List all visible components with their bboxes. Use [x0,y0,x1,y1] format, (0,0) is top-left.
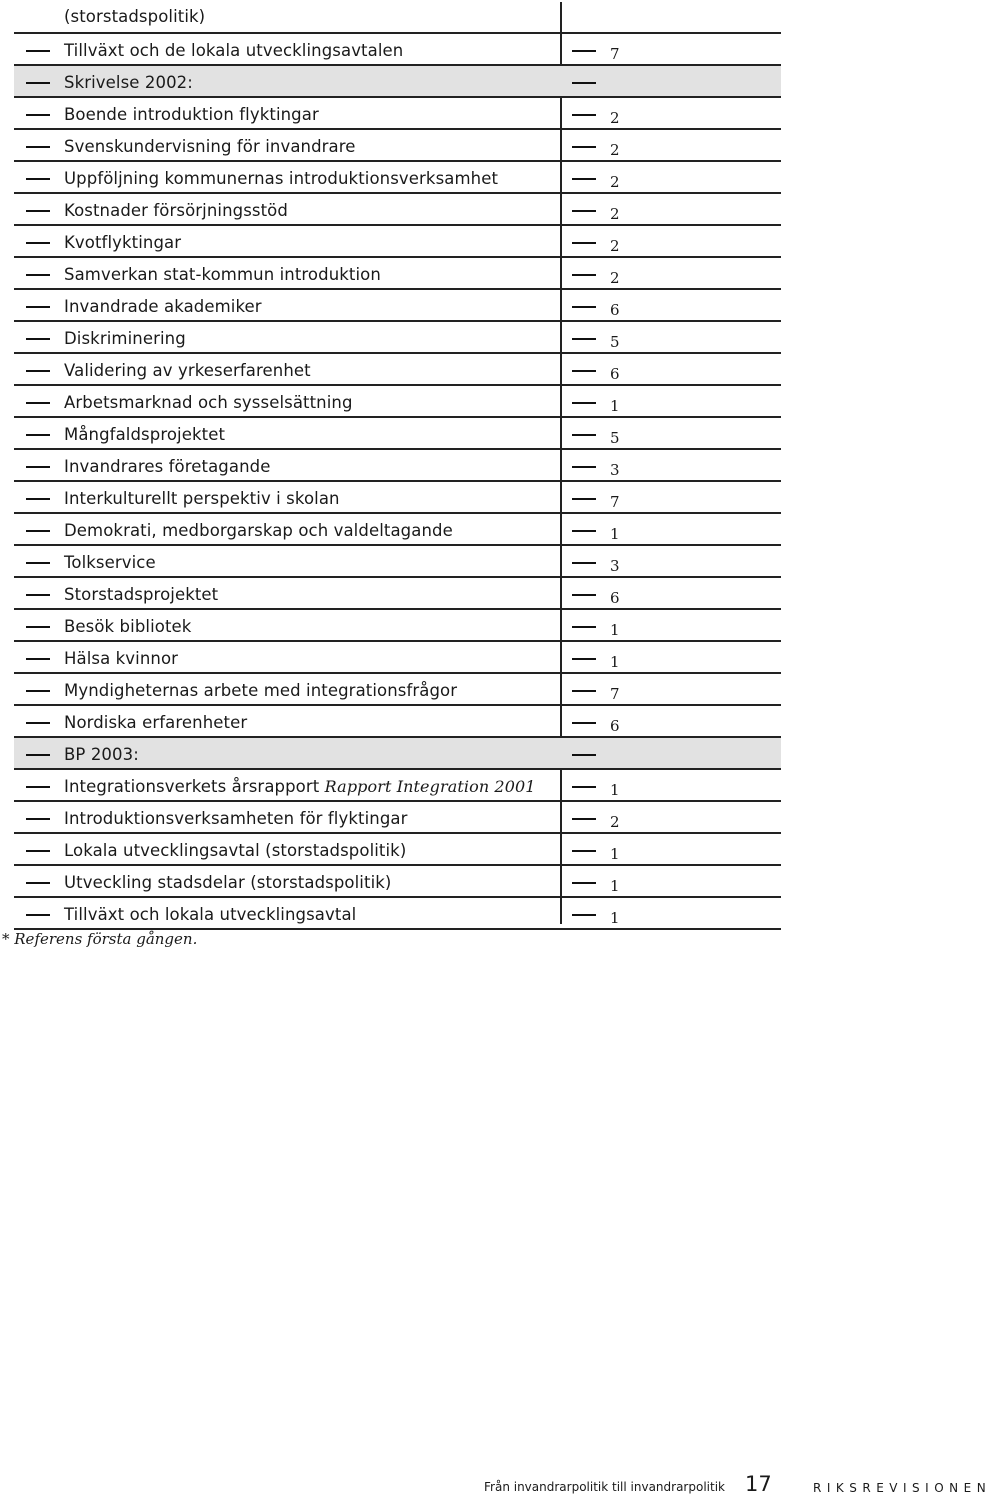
count-dash [572,722,596,724]
row-dash [26,370,50,372]
row-count: 6 [610,301,620,319]
row-dash [26,914,50,916]
table-row [14,2,781,34]
row-dash [26,50,50,52]
count-dash [572,754,596,756]
row-label-text: Myndigheternas arbete med integrationsfrågor [64,681,458,700]
row-label-text: Interkulturellt perspektiv i skolan [64,489,340,508]
count-dash [572,818,596,820]
row-label [64,617,191,637]
table-row [14,98,781,130]
row-label [64,681,457,701]
row-label [64,137,356,157]
row-label-text: Samverkan stat-kommun introduktion [64,265,381,284]
count-dash [572,786,596,788]
row-count: 1 [610,877,620,895]
count-dash [572,434,596,436]
row-dash [26,786,50,788]
table-row [14,866,781,898]
count-dash [572,690,596,692]
row-label-italic: Rapport Integration 2001 [324,777,536,796]
row-dash [26,210,50,212]
row-label [64,265,381,285]
table-row [14,482,781,514]
table-row [14,802,781,834]
row-dash [26,754,50,756]
row-dash [26,562,50,564]
count-dash [572,562,596,564]
row-label-text: Mångfaldsprojektet [64,425,226,444]
row-dash [26,178,50,180]
count-dash [572,882,596,884]
count-dash [572,370,596,372]
row-count: 2 [610,141,620,159]
footer-title: Från invandrarpolitik till invandrarpolitik [484,1480,725,1494]
row-label [64,425,225,445]
table-row [14,418,781,450]
table-row [14,194,781,226]
row-dash [26,658,50,660]
table-row [14,130,781,162]
row-label [64,329,186,349]
count-dash [572,178,596,180]
row-dash [26,690,50,692]
table-row [14,34,781,66]
row-count: 3 [610,557,620,575]
row-dash [26,338,50,340]
row-dash [26,82,50,84]
table-row [14,738,781,770]
row-label-text: Nordiska erfarenheter [64,713,248,732]
table-row [14,162,781,194]
row-dash [26,882,50,884]
table-row [14,386,781,418]
row-label-text: BP 2003: [64,745,139,764]
row-label [64,841,406,861]
row-label [64,361,311,381]
row-label [64,105,319,125]
row-count: 7 [610,493,620,511]
count-dash [572,466,596,468]
row-label-text: Integrationsverkets årsrapport [64,777,325,796]
row-count: 6 [610,589,620,607]
row-label-text: Besök bibliotek [64,617,192,636]
row-dash [26,466,50,468]
row-label [64,905,356,925]
row-count: 1 [610,845,620,863]
count-dash [572,82,596,84]
row-label-text: (storstadspolitik) [64,7,206,26]
row-label-text: Introduktionsverksamheten för flyktingar [64,809,408,828]
table-row [14,578,781,610]
row-label-text: Skrivelse 2002: [64,73,193,92]
row-label-text: Hälsa kvinnor [64,649,179,668]
table-row [14,898,781,930]
count-dash [572,274,596,276]
count-dash [572,338,596,340]
footer-brand: RIKSREVISIONEN [813,1481,991,1495]
row-label-text: Invandrade akademiker [64,297,262,316]
row-dash [26,530,50,532]
row-label-text: Tolkservice [64,553,156,572]
row-dash [26,594,50,596]
row-label [64,489,340,509]
row-dash [26,306,50,308]
row-label [64,73,193,93]
reference-table [14,2,781,930]
page-number: 17 [745,1472,772,1496]
count-dash [572,306,596,308]
row-label-text: Storstadsprojektet [64,585,219,604]
row-label-text: Arbetsmarknad och sysselsättning [64,393,353,412]
row-count: 2 [610,173,620,191]
row-count: 2 [610,237,620,255]
table-row [14,450,781,482]
table-row [14,226,781,258]
row-label-text: Boende introduktion flyktingar [64,105,319,124]
page-footer [0,1472,991,1497]
row-dash [26,498,50,500]
count-dash [572,402,596,404]
row-label [64,777,536,797]
row-label-text: Lokala utvecklingsavtal (storstadspolitik) [64,841,407,860]
row-count: 2 [610,109,620,127]
row-label-text: Demokrati, medborgarskap och valdeltagande [64,521,453,540]
row-dash [26,626,50,628]
row-count: 6 [610,365,620,383]
row-label [64,297,262,317]
row-dash [26,434,50,436]
row-dash [26,146,50,148]
row-label [64,649,178,669]
row-label-text: Svenskundervisning för invandrare [64,137,356,156]
row-dash [26,818,50,820]
row-count: 3 [610,461,620,479]
row-count: 1 [610,653,620,671]
row-label [64,393,353,413]
footnote: * Referens första gången. [2,930,198,948]
row-dash [26,850,50,852]
count-dash [572,114,596,116]
row-label [64,745,139,765]
count-dash [572,594,596,596]
table-row [14,258,781,290]
row-label [64,553,156,573]
row-count: 2 [610,269,620,287]
table-row [14,546,781,578]
row-label [64,169,498,189]
row-label [64,585,218,605]
row-label [64,457,270,477]
table-row [14,674,781,706]
table-row [14,610,781,642]
row-dash [26,114,50,116]
row-label [64,201,288,221]
table-row [14,770,781,802]
row-count: 2 [610,813,620,831]
row-count: 7 [610,45,620,63]
row-count: 1 [610,397,620,415]
row-dash [26,722,50,724]
row-label [64,233,181,253]
row-label [64,7,205,27]
row-label-text: Invandrares företagande [64,457,271,476]
table-row [14,354,781,386]
row-label-text: Uppföljning kommunernas introduktionsverksamhet [64,169,499,188]
row-count: 5 [610,429,620,447]
row-count: 5 [610,333,620,351]
row-count: 1 [610,781,620,799]
count-dash [572,210,596,212]
row-count: 1 [610,621,620,639]
row-label-text: Tillväxt och de lokala utvecklingsavtalen [64,41,404,60]
row-label-text: Diskriminering [64,329,186,348]
row-dash [26,274,50,276]
row-dash [26,242,50,244]
row-count: 7 [610,685,620,703]
table-row [14,834,781,866]
row-label [64,809,408,829]
count-dash [572,626,596,628]
row-count: 1 [610,909,620,927]
count-dash [572,850,596,852]
row-label-text: Tillväxt och lokala utvecklingsavtal [64,905,357,924]
table-row [14,322,781,354]
row-count: 6 [610,717,620,735]
row-count: 1 [610,525,620,543]
row-label [64,521,453,541]
row-label-text: Utveckling stadsdelar (storstadspolitik) [64,873,392,892]
row-label [64,873,391,893]
table-row [14,66,781,98]
row-dash [26,402,50,404]
row-label [64,713,247,733]
table-row [14,290,781,322]
count-dash [572,242,596,244]
row-label-text: Kostnader försörjningsstöd [64,201,288,220]
count-dash [572,658,596,660]
row-count: 2 [610,205,620,223]
count-dash [572,498,596,500]
row-label-text: Validering av yrkeserfarenhet [64,361,311,380]
count-dash [572,530,596,532]
table-row [14,514,781,546]
count-dash [572,146,596,148]
table-row [14,706,781,738]
count-dash [572,914,596,916]
row-label-text: Kvotflyktingar [64,233,182,252]
table-row [14,642,781,674]
count-dash [572,50,596,52]
row-label [64,41,403,61]
